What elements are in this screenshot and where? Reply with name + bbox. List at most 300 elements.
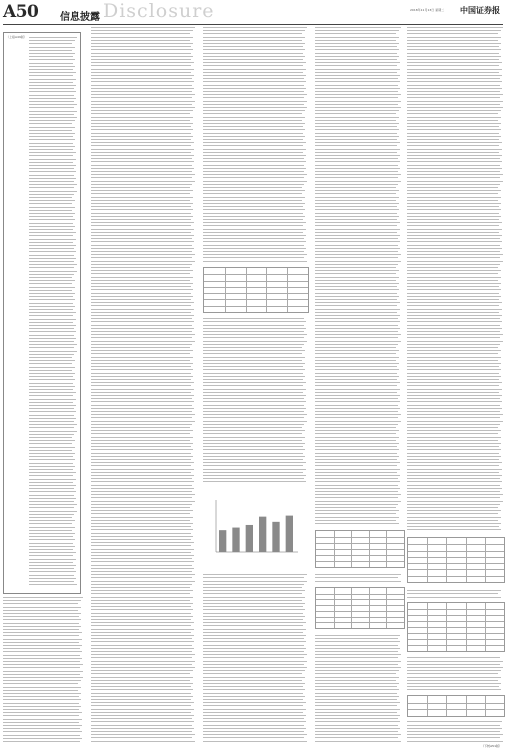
text-line [407, 328, 502, 329]
text-line [315, 126, 397, 127]
text-line [91, 577, 192, 578]
text-line [315, 81, 400, 82]
text-line [29, 287, 75, 288]
table-row-line [204, 281, 308, 282]
text-line [315, 248, 400, 249]
text-line [203, 469, 306, 470]
text-line [3, 706, 81, 707]
text-line [407, 139, 499, 140]
text-line [91, 200, 190, 201]
text-line [91, 629, 194, 630]
bar-chart [208, 492, 300, 562]
text-line [29, 264, 77, 265]
text-line [91, 728, 194, 729]
text-line [315, 657, 398, 658]
text-line [407, 190, 501, 191]
text-line [315, 280, 396, 281]
text-line [91, 241, 194, 242]
text-line [91, 597, 193, 598]
text-line [29, 197, 72, 198]
text-line [203, 126, 303, 127]
text-line [91, 145, 191, 146]
text-line [29, 277, 72, 278]
text-line [29, 379, 75, 380]
text-line [29, 539, 75, 540]
text-line [407, 149, 502, 150]
text-line [203, 417, 304, 418]
text-line [3, 610, 78, 611]
text-line [203, 337, 304, 338]
text-line [91, 462, 194, 463]
text-line [407, 206, 499, 207]
text-line [315, 712, 397, 713]
table-row-line [408, 557, 504, 558]
text-line [407, 350, 501, 351]
text-line [29, 533, 75, 534]
text-line [29, 568, 74, 569]
text-line [315, 398, 398, 399]
text-line [29, 107, 74, 108]
text-line [315, 305, 397, 306]
text-line [315, 110, 399, 111]
text-line [29, 530, 72, 531]
text-line [407, 267, 498, 268]
text-line [315, 485, 398, 486]
text-line [407, 334, 503, 335]
text-line [3, 674, 80, 675]
text-line [29, 443, 72, 444]
text-line [315, 273, 396, 274]
text-line [91, 558, 192, 559]
data-table-3 [315, 587, 405, 629]
text-line [91, 254, 195, 255]
text-line [3, 709, 79, 710]
text-line [315, 465, 397, 466]
text-line [203, 587, 302, 588]
text-line [91, 552, 191, 553]
table-col-line [466, 696, 467, 716]
table-row-line [408, 563, 504, 564]
text-line [91, 481, 194, 482]
text-line [29, 360, 75, 361]
text-line [203, 584, 304, 585]
text-line [315, 680, 396, 681]
text-line [407, 670, 501, 671]
text-line [407, 494, 503, 495]
text-line [203, 200, 302, 201]
text-line [29, 408, 74, 409]
text-line [91, 670, 193, 671]
text-line [29, 488, 74, 489]
text-line [203, 120, 302, 121]
text-line [203, 149, 306, 150]
text-line [29, 479, 76, 480]
text-line [315, 357, 399, 358]
table-col-line [446, 538, 447, 582]
text-line [29, 159, 76, 160]
text-line [407, 689, 501, 690]
text-line [315, 62, 400, 63]
text-line [91, 590, 193, 591]
text-line [91, 286, 191, 287]
text-line [315, 49, 399, 50]
text-line [407, 363, 501, 364]
text-line [91, 622, 194, 623]
text-line [203, 155, 306, 156]
text-line [203, 581, 307, 582]
text-line [91, 568, 194, 569]
text-line [407, 53, 499, 54]
text-line [203, 113, 302, 114]
text-line [29, 245, 76, 246]
table-row-line [316, 594, 404, 595]
text-line [315, 309, 400, 310]
text-line [91, 337, 192, 338]
text-line [29, 136, 73, 137]
text-line [407, 379, 499, 380]
text-line [315, 168, 400, 169]
text-line [407, 430, 501, 431]
text-line [91, 101, 195, 102]
text-line [407, 661, 503, 662]
text-line [3, 687, 81, 688]
text-line [203, 107, 307, 108]
text-line [91, 513, 190, 514]
text-line [91, 360, 190, 361]
text-line [29, 440, 75, 441]
text-line [315, 133, 397, 134]
text-line [407, 133, 499, 134]
table-row-line [204, 299, 308, 300]
table-row-line [408, 615, 504, 616]
text-line [203, 357, 305, 358]
text-line [29, 495, 74, 496]
text-line [407, 101, 503, 102]
text-line [29, 399, 76, 400]
text-line [315, 315, 400, 316]
text-line [3, 661, 80, 662]
text-line [91, 600, 190, 601]
text-line [29, 82, 73, 83]
text-line [203, 446, 303, 447]
text-line [203, 641, 306, 642]
text-line [3, 728, 80, 729]
text-line [29, 306, 75, 307]
text-line [29, 485, 76, 486]
text-line [203, 379, 303, 380]
text-line [91, 366, 191, 367]
text-line [91, 641, 194, 642]
text-line [315, 737, 398, 738]
text-line [315, 417, 398, 418]
text-line [91, 571, 192, 572]
text-line [407, 597, 501, 598]
table-col-line [466, 603, 467, 651]
text-line [203, 88, 306, 89]
text-line [91, 113, 190, 114]
text-line [203, 609, 305, 610]
text-line [29, 447, 75, 448]
text-line [29, 411, 76, 412]
text-line [29, 146, 75, 147]
text-line [203, 59, 303, 60]
text-line [203, 616, 305, 617]
text-line [203, 353, 302, 354]
text-line [91, 257, 192, 258]
text-line [315, 369, 399, 370]
text-line [407, 437, 501, 438]
text-line [203, 629, 306, 630]
text-line [29, 331, 76, 332]
text-line [315, 267, 396, 268]
text-line [91, 603, 193, 604]
text-line [315, 395, 400, 396]
text-line [29, 50, 72, 51]
text-line [315, 430, 399, 431]
text-line [3, 703, 79, 704]
text-line [315, 219, 397, 220]
text-line [407, 280, 498, 281]
text-line [91, 456, 193, 457]
text-line [315, 104, 398, 105]
text-line [315, 254, 401, 255]
text-line [407, 392, 499, 393]
text-line [91, 587, 190, 588]
text-line [203, 206, 303, 207]
text-line [315, 331, 398, 332]
text-line [407, 433, 498, 434]
text-line [91, 702, 194, 703]
text-line [407, 56, 501, 57]
text-line [91, 734, 195, 735]
text-line [29, 549, 73, 550]
text-line [29, 210, 72, 211]
text-line [315, 318, 398, 319]
text-line [407, 40, 498, 41]
text-line [315, 411, 398, 412]
text-line [407, 721, 502, 722]
text-line [91, 638, 192, 639]
text-line [315, 142, 400, 143]
text-line [29, 450, 72, 451]
text-line [91, 654, 195, 655]
text-line [407, 366, 499, 367]
text-line [203, 232, 303, 233]
text-line [203, 440, 302, 441]
text-line [91, 177, 192, 178]
text-line [407, 385, 499, 386]
text-line [315, 475, 400, 476]
text-line [29, 418, 76, 419]
text-line [203, 53, 303, 54]
text-line [203, 702, 306, 703]
text-line [29, 575, 74, 576]
text-line [315, 664, 398, 665]
text-line [91, 165, 192, 166]
text-line [3, 664, 83, 665]
text-line [203, 334, 307, 335]
text-line [91, 664, 192, 665]
text-line [315, 91, 398, 92]
text-line [407, 497, 500, 498]
text-line [91, 344, 192, 345]
text-line [91, 203, 193, 204]
text-line [407, 321, 502, 322]
text-line [91, 363, 193, 364]
text-line [315, 497, 398, 498]
text-line [203, 56, 305, 57]
text-line [315, 312, 397, 313]
text-line [315, 654, 401, 655]
text-line [315, 472, 397, 473]
text-line [3, 722, 79, 723]
table-row-line [408, 621, 504, 622]
text-line [315, 453, 397, 454]
text-line [315, 206, 397, 207]
text-line [203, 449, 305, 450]
text-line [315, 699, 397, 700]
text-line [315, 94, 401, 95]
text-line [315, 440, 396, 441]
text-line [3, 735, 80, 736]
text-line [203, 603, 305, 604]
text-line [315, 75, 400, 76]
text-line [91, 248, 194, 249]
text-line [315, 59, 397, 60]
text-line [3, 671, 83, 672]
text-line [29, 127, 75, 128]
text-line [407, 155, 502, 156]
text-line [3, 719, 82, 720]
text-line [3, 696, 79, 697]
table-row-line [408, 576, 504, 577]
text-line [29, 514, 74, 515]
text-line [407, 216, 501, 217]
text-line [407, 734, 503, 735]
text-line [407, 75, 502, 76]
text-line [91, 469, 194, 470]
text-line [29, 223, 73, 224]
text-line [407, 219, 499, 220]
table-col-line [446, 603, 447, 651]
text-line [203, 33, 302, 34]
text-line [407, 81, 502, 82]
text-line [203, 158, 304, 159]
table-col-line [386, 588, 387, 628]
text-line [203, 395, 306, 396]
text-line [91, 229, 194, 230]
text-line [29, 56, 73, 57]
text-line [203, 619, 303, 620]
text-line [315, 325, 398, 326]
text-line [315, 513, 396, 514]
text-line [91, 46, 191, 47]
text-line [29, 552, 76, 553]
text-line [91, 565, 192, 566]
text-line [91, 43, 193, 44]
text-line [203, 622, 306, 623]
text-line [91, 542, 194, 543]
text-line [29, 469, 73, 470]
text-line [91, 181, 195, 182]
text-line [3, 639, 82, 640]
text-line [29, 507, 74, 508]
text-line [315, 696, 399, 697]
text-line [203, 689, 305, 690]
text-line [315, 574, 401, 575]
text-line [29, 373, 75, 374]
text-line [203, 235, 306, 236]
text-line [91, 238, 192, 239]
text-line [315, 581, 401, 582]
table-col-line [334, 531, 335, 567]
text-line [203, 475, 306, 476]
table-row-line [408, 569, 504, 570]
text-line [29, 536, 73, 537]
text-line [29, 565, 76, 566]
text-line [407, 161, 502, 162]
text-line [29, 456, 73, 457]
data-table-4 [407, 537, 505, 583]
text-line [91, 389, 194, 390]
text-line [91, 667, 195, 668]
text-line [315, 181, 401, 182]
text-line [91, 517, 193, 518]
text-line [91, 677, 193, 678]
text-line [91, 657, 192, 658]
text-line [407, 62, 502, 63]
text-line [407, 673, 498, 674]
text-line [91, 139, 191, 140]
text-line [407, 501, 503, 502]
text-line [203, 648, 306, 649]
text-line [315, 462, 400, 463]
text-line [91, 593, 190, 594]
text-line [407, 459, 499, 460]
text-line [3, 690, 78, 691]
text-line [203, 30, 305, 31]
text-line [91, 398, 192, 399]
text-line [203, 600, 302, 601]
text-line [203, 187, 302, 188]
text-line [29, 293, 75, 294]
text-line [315, 97, 398, 98]
text-line [315, 520, 396, 521]
text-line [203, 453, 303, 454]
text-line [315, 443, 399, 444]
text-line [91, 289, 193, 290]
text-line [3, 680, 81, 681]
text-line [203, 392, 303, 393]
text-line [315, 72, 397, 73]
text-line [29, 392, 76, 393]
text-line [91, 606, 191, 607]
table-col-line [485, 603, 486, 651]
text-line [407, 664, 500, 665]
text-line [91, 280, 190, 281]
text-line [315, 501, 401, 502]
bar [232, 528, 239, 552]
text-line [91, 72, 191, 73]
text-line [91, 350, 193, 351]
text-line [91, 75, 194, 76]
text-line [29, 242, 73, 243]
text-line [91, 453, 191, 454]
text-line [315, 670, 399, 671]
table-col-line [334, 588, 335, 628]
text-line [29, 187, 74, 188]
text-line [203, 241, 306, 242]
